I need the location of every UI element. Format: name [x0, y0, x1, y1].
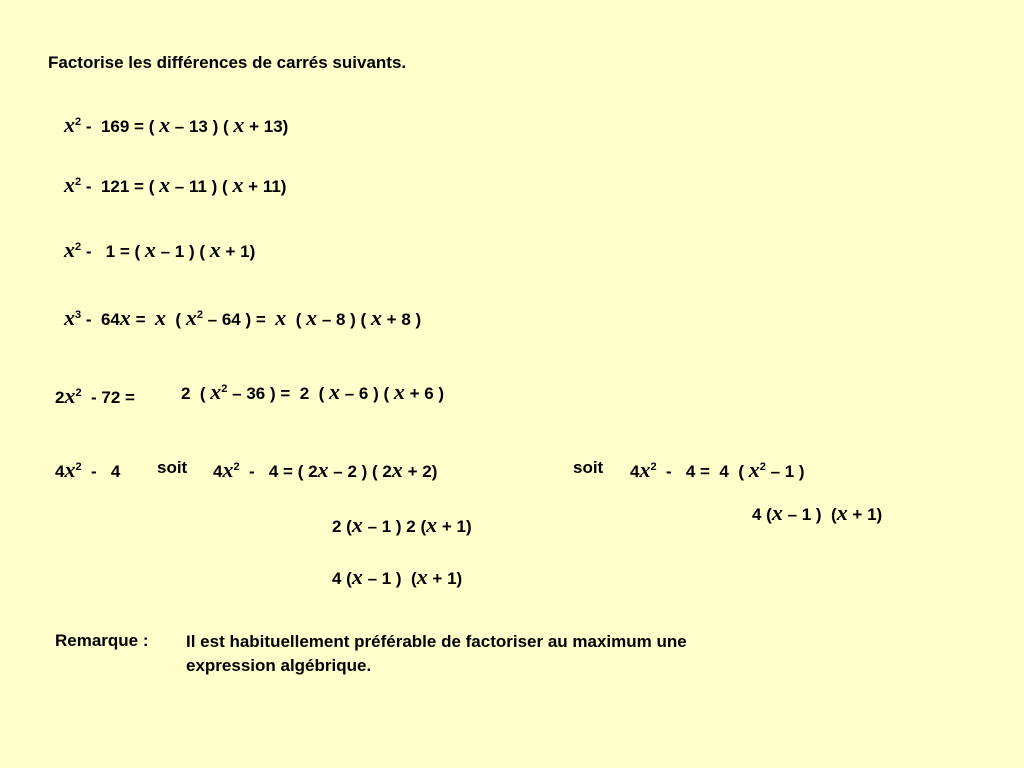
expr-text: = — [130, 310, 155, 329]
expr-text: - 121 = ( — [81, 177, 160, 196]
variable-x: x — [233, 112, 245, 137]
exponent: 2 — [759, 461, 766, 473]
expr-text: - 169 = ( — [81, 117, 160, 136]
expr-text: - 72 = — [81, 388, 135, 407]
expr-text: 4 ( — [332, 569, 352, 588]
exercise-6-step-2 — [332, 566, 462, 588]
expr-text: 2 ( — [332, 517, 352, 536]
expr-text: ( — [165, 310, 186, 329]
variable-x: x — [144, 237, 156, 262]
expr-text: – 1 ) ( — [782, 505, 837, 524]
variable-x: x — [119, 305, 131, 330]
expr-text: – 6 ) ( — [340, 384, 394, 403]
variable-x: x — [64, 112, 75, 137]
expr-text: ( — [286, 310, 307, 329]
variable-x: x — [351, 512, 363, 537]
expr-text: 4 — [55, 462, 65, 481]
variable-x: x — [771, 500, 783, 525]
expr-text: + 1) — [847, 505, 883, 524]
expr-text: - 4 = ( 2 — [239, 462, 318, 481]
expr-text: – 13 ) ( — [170, 117, 234, 136]
expr-text: 2 — [55, 388, 65, 407]
expr-text: – 2 ) ( 2 — [328, 462, 392, 481]
variable-x: x — [351, 564, 363, 589]
expr-text: – 1 ) ( — [155, 242, 210, 261]
exercise-6-step-1 — [332, 514, 472, 536]
exercise-1 — [64, 114, 288, 136]
expr-text: 2 ( — [181, 384, 211, 403]
variable-x: x — [64, 457, 76, 482]
variable-x: x — [329, 379, 340, 404]
exercise-6-method-2-line-2 — [752, 502, 882, 524]
remark-line-1: Il est habituellement préférable de factoriser au maximum une — [186, 632, 687, 651]
expr-text: - 4 = 4 ( — [656, 462, 749, 481]
variable-x: x — [154, 305, 166, 330]
expr-text: - 1 = ( — [81, 242, 145, 261]
exponent: 2 — [75, 461, 82, 473]
variable-x: x — [748, 457, 760, 482]
exponent: 2 — [75, 387, 82, 399]
variable-x: x — [64, 305, 75, 330]
exercise-5-rhs — [181, 381, 444, 403]
variable-x: x — [232, 172, 244, 197]
variable-x: x — [210, 379, 222, 404]
variable-x: x — [639, 457, 651, 482]
variable-x: x — [159, 172, 171, 197]
soit-label-1: soit — [157, 458, 188, 477]
variable-x: x — [426, 512, 438, 537]
variable-x: x — [64, 237, 75, 262]
variable-x: x — [275, 305, 287, 330]
expr-text: + 1) — [427, 569, 463, 588]
expr-text: – 36 ) = 2 ( — [227, 384, 329, 403]
exercise-6-method-2 — [630, 459, 805, 481]
variable-x: x — [185, 305, 197, 330]
expr-text: 4 — [213, 462, 223, 481]
variable-x: x — [393, 379, 405, 404]
expr-text: + 13) — [244, 117, 289, 136]
expr-text: 4 — [630, 462, 640, 481]
exercise-4 — [64, 307, 421, 329]
expr-text: – 64 ) = — [202, 310, 276, 329]
expr-text: – 8 ) ( — [317, 310, 371, 329]
exponent: 2 — [221, 383, 228, 395]
expr-text: - 4 — [81, 462, 121, 481]
exercise-6-method-1 — [213, 459, 437, 481]
variable-x: x — [306, 305, 318, 330]
variable-x: x — [391, 457, 403, 482]
exponent: 3 — [75, 309, 82, 321]
expr-text: - 64 — [81, 310, 120, 329]
variable-x: x — [222, 457, 234, 482]
page-title: Factorise les différences de carrés suivants. — [48, 53, 407, 72]
variable-x: x — [209, 237, 221, 262]
variable-x: x — [836, 500, 848, 525]
expr-text: + 11) — [243, 177, 287, 196]
exercise-2 — [64, 174, 286, 196]
exponent: 2 — [650, 461, 657, 473]
expr-text: – 11 ) ( — [170, 177, 233, 196]
exercise-3 — [64, 239, 255, 261]
soit-label-2: soit — [573, 458, 604, 477]
variable-x: x — [370, 305, 382, 330]
variable-x: x — [159, 112, 171, 137]
variable-x: x — [64, 172, 75, 197]
expr-text: – 1 ) ( — [362, 569, 417, 588]
expr-text: + 6 ) — [404, 384, 445, 403]
exercise-6-lhs — [55, 459, 120, 481]
remark-label: Remarque : — [55, 631, 149, 650]
remark-line-2: expression algébrique. — [186, 656, 372, 675]
exponent: 2 — [233, 461, 240, 473]
expr-text: – 1 ) 2 ( — [362, 517, 427, 536]
expr-text: + 1) — [220, 242, 256, 261]
expr-text: + 2) — [402, 462, 438, 481]
exponent: 2 — [196, 309, 203, 321]
exercise-5-lhs — [55, 385, 135, 407]
exponent: 2 — [75, 176, 82, 188]
variable-x: x — [64, 383, 76, 408]
exponent: 2 — [75, 116, 82, 128]
expr-text: + 1) — [437, 517, 472, 536]
exponent: 2 — [75, 241, 82, 253]
expr-text: + 8 ) — [381, 310, 422, 329]
variable-x: x — [317, 457, 329, 482]
expr-text: – 1 ) — [765, 462, 805, 481]
variable-x: x — [416, 564, 428, 589]
expr-text: 4 ( — [752, 505, 772, 524]
